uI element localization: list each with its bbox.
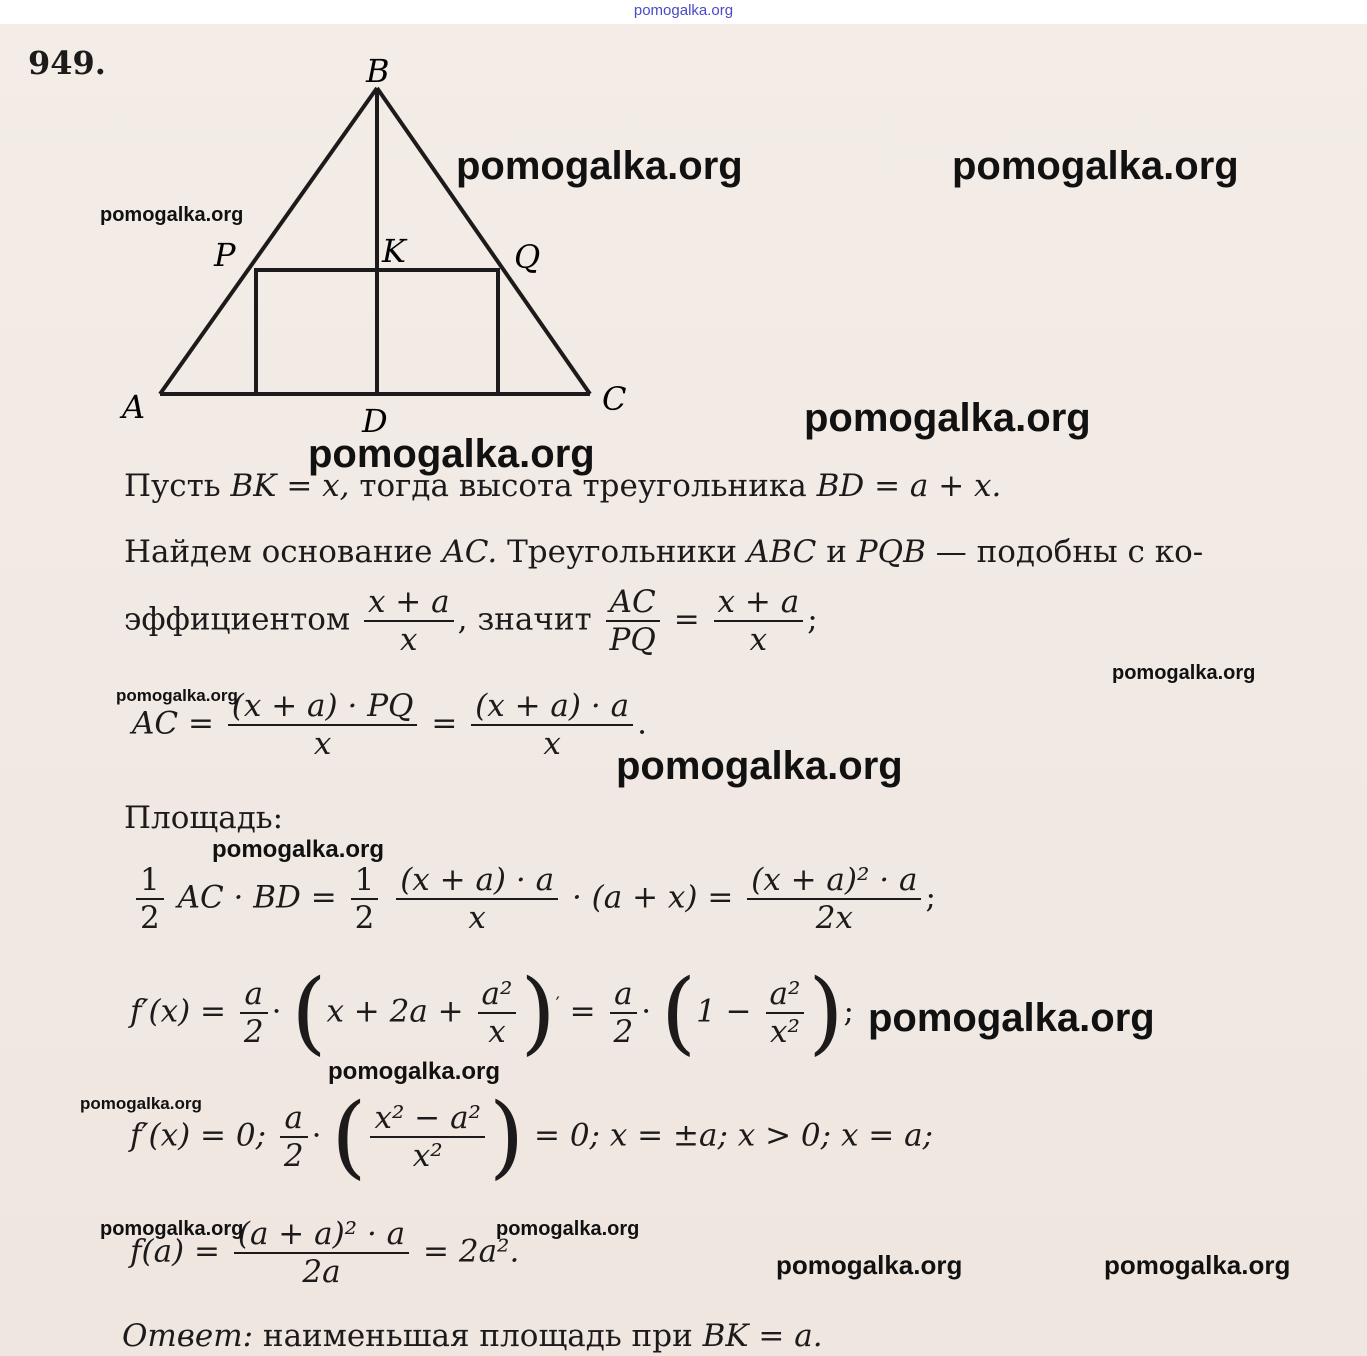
watermark-link[interactable]: pomogalka.org bbox=[776, 1250, 963, 1280]
fraction: $\frac{a}{2}$ bbox=[610, 976, 638, 1050]
label-p: P bbox=[214, 236, 236, 274]
watermark-link[interactable]: pomogalka.org bbox=[100, 1218, 244, 1240]
text-line-2: Найдем основание AC. Треугольники ABC и PQB — подобны с ко- bbox=[124, 534, 1204, 570]
label-k: K bbox=[382, 232, 406, 270]
fraction: $\frac{x + a}{x}$ bbox=[364, 584, 454, 658]
label-c: C bbox=[602, 380, 627, 418]
watermark-link[interactable]: pomogalka.org bbox=[308, 432, 595, 476]
fraction: $\frac{(x + a) \cdot PQ}{x}$ bbox=[228, 688, 418, 762]
fraction: $\frac{(x + a) \cdot a}{x}$ bbox=[471, 688, 633, 762]
fraction: $\frac{AC}{PQ}$ bbox=[606, 584, 660, 658]
label-q: Q bbox=[514, 238, 541, 276]
text-line-7: f′(x) = $\frac{a}{2}$ · (x + 2a + $\frac{\text{a²}}{x}$ )′ = $\frac{a}{2}$ · (1 − $\frac{\text{a²}}{\text{x²}}$ ); bbox=[130, 960, 854, 1065]
watermark-link[interactable]: pomogalka.org bbox=[100, 204, 244, 226]
side-ab bbox=[160, 88, 377, 394]
area-label: Площадь: bbox=[124, 800, 284, 836]
watermark-link[interactable]: pomogalka.org bbox=[804, 396, 1091, 440]
label-b: B bbox=[366, 52, 390, 90]
watermark-link[interactable]: pomogalka.org bbox=[456, 144, 743, 188]
watermark-link[interactable]: pomogalka.org bbox=[616, 744, 903, 788]
fraction: $\frac{a}{2}$ bbox=[240, 976, 268, 1050]
watermark-link[interactable]: pomogalka.org bbox=[868, 996, 1155, 1040]
watermark-link[interactable]: pomogalka.org bbox=[1104, 1250, 1291, 1280]
fraction: $\frac{\text{a²}}{x}$ bbox=[478, 976, 517, 1050]
answer-line: Ответ: наименьшая площадь при BK = a. bbox=[122, 1318, 823, 1354]
fraction: $\frac{x + a}{x}$ bbox=[714, 584, 804, 658]
text-line-6: $\frac{1}{2}$ AC · BD = $\frac{1}{2}$ $\frac{(x + a) \cdot a}{x}$ · (a + x) = $\frac{\text{(x + a)² · a}}{2x}$ ; bbox=[132, 862, 936, 936]
watermark-link[interactable]: pomogalka.org bbox=[212, 836, 385, 863]
text-line-9: f(a) = $\frac{\text{(a + a)² · a}}{2a}$ = 2a². bbox=[130, 1216, 520, 1290]
fraction: $\frac{1}{2}$ bbox=[351, 862, 379, 936]
watermark-link[interactable]: pomogalka.org bbox=[1112, 662, 1256, 684]
watermark-link[interactable]: pomogalka.org bbox=[328, 1058, 501, 1085]
site-link[interactable]: pomogalka.org bbox=[633, 2, 734, 19]
watermark-link[interactable]: pomogalka.org bbox=[952, 144, 1239, 188]
fraction: $\frac{\text{(x + a)² · a}}{2x}$ bbox=[747, 862, 921, 936]
text-line-3: эффициентом $\frac{x + a}{x}$ , значит $\frac{AC}{PQ}$ = $\frac{x + a}{x}$ ; bbox=[124, 584, 818, 658]
text-line-8: f′(x) = 0; $\frac{a}{2}$ · ( $\frac{\text{x² − a²}}{\text{x²}}$ ) = 0; x = ±a; x > 0; x = a; bbox=[130, 1084, 934, 1189]
fraction: $\frac{\text{x² − a²}}{\text{x²}}$ bbox=[370, 1100, 485, 1174]
fraction: $\frac{a}{2}$ bbox=[280, 1100, 308, 1174]
watermark-link[interactable]: pomogalka.org bbox=[116, 686, 238, 705]
fraction: $\frac{\text{(a + a)² · a}}{2a}$ bbox=[234, 1216, 409, 1290]
label-a: A bbox=[122, 388, 146, 426]
fraction: $\frac{(x + a) \cdot a}{x}$ bbox=[396, 862, 558, 936]
fraction: $\frac{\text{a²}}{\text{x²}}$ bbox=[766, 976, 805, 1050]
problem-number: 949. bbox=[28, 44, 106, 82]
fraction: $\frac{1}{2}$ bbox=[136, 862, 164, 936]
text-line-4: AC = $\frac{(x + a) \cdot PQ}{x}$ = $\frac{(x + a) \cdot a}{x}$ . bbox=[132, 688, 647, 762]
triangle-figure bbox=[110, 50, 670, 450]
side-bc bbox=[377, 88, 590, 394]
watermark-link[interactable]: pomogalka.org bbox=[80, 1094, 202, 1113]
label-d: D bbox=[362, 402, 388, 440]
watermark-link[interactable]: pomogalka.org bbox=[496, 1218, 640, 1240]
text-line-1: Пусть BK = x, тогда высота треугольника BD = a + x. bbox=[124, 468, 1002, 504]
